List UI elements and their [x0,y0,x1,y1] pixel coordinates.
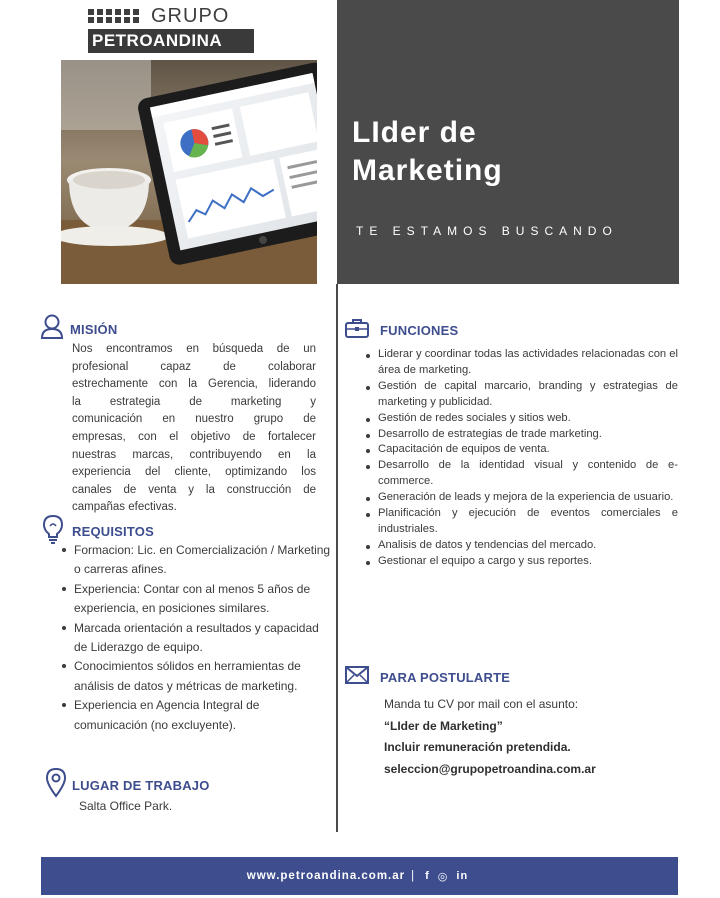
postular-text [384,694,596,780]
list-item: Marcada orientación a resultados y capacidad de Liderazgo de equipo. [58,619,334,658]
person-icon [40,314,64,345]
list-item: Capacitación de equipos de venta. [362,442,678,458]
postular-email[interactable]: seleccion@grupopetroandina.com.ar [384,761,596,776]
list-item: Gestión de capital marcario, branding y estrategias de marketing y publicidad. [362,379,678,411]
company-logo [88,6,254,53]
funciones-heading: FUNCIONES [380,323,459,338]
postular-heading: PARA POSTULARTE [380,670,511,685]
job-title-line2: Marketing [352,154,503,187]
briefcase-icon [345,318,369,343]
logo-line1: GRUPO [151,5,230,27]
list-item: Gestionar el equipo a cargo y sus reportes. [362,554,678,570]
mision-line: nuestras marcas, contribuyendo en la [72,448,316,461]
mision-line: estrechamente con la Gerencia, liderando [72,378,316,391]
logo-grid-icon [88,9,139,23]
website-link[interactable]: www.petroandina.com.ar [246,870,406,882]
list-item: Experiencia en Agencia Integral de comunicación (no excluyente). [58,696,334,735]
list-item: Experiencia: Contar con al menos 5 años de experiencia, en posiciones similares. [58,580,334,619]
mision-heading: MISIÓN [70,322,118,337]
list-item: Desarrollo de estrategias de trade marketing. [362,427,678,443]
list-item: Formacion: Lic. en Comercialización / Marketing o carreras afines. [58,541,334,580]
linkedin-icon[interactable]: in [456,870,469,882]
mision-line: Nos encontramos en búsqueda de un [72,343,316,355]
list-item: Analisis de datos y tendencias del mercado. [362,538,678,554]
mision-line: empresas, con el objetivo de fortalecer [72,430,316,443]
mision-line: campañas efectivas. [72,501,177,514]
list-item: Gestión de redes sociales y sitios web. [362,411,678,427]
list-item: Planificación y ejecución de eventos comerciales e industriales. [362,506,678,538]
postular-line1: Manda tu CV por mail con el asunto: [384,697,579,711]
facebook-icon[interactable]: f [425,870,430,882]
mision-line: canales de venta y la construcción de [72,483,316,496]
funciones-header [345,318,458,343]
instagram-icon[interactable]: ◎ [437,870,449,883]
list-item: Desarrollo de la identidad visual y contenido de e-commerce. [362,458,678,490]
tablet-analytics-photo [61,60,317,284]
location-pin-icon [46,768,66,803]
envelope-icon [345,666,369,689]
list-item: Generación de leads y mejora de la experiencia de usuario. [362,490,678,506]
postular-header [345,666,510,689]
list-item: Conocimientos sólidos en herramientas de análisis de datos y métricas de marketing. [58,657,334,696]
requisitos-list [58,541,334,735]
postular-subject: “LIder de Marketing” [384,718,503,733]
hero-subtitle: TE ESTAMOS BUSCANDO [356,224,618,238]
mision-text [72,341,316,517]
requisitos-heading: REQUISITOS [72,524,154,539]
job-title-line1: LIder de [352,116,477,149]
footer-bar [41,857,678,895]
logo-line2: PETROANDINA [88,29,254,53]
funciones-list [362,347,678,570]
mision-line: la estrategia de marketing y [72,395,316,408]
job-title [352,114,503,190]
footer-separator: | [411,870,416,882]
hero-panel [337,0,679,284]
mision-line: profesional capaz de colaborar [72,360,316,373]
mision-line: comunicación en nuestro grupo de [72,413,316,426]
postular-salary-note: Incluir remuneración pretendida. [384,740,571,754]
column-divider [336,284,338,832]
list-item: Liderar y coordinar todas las actividades relacionadas con el área de marketing. [362,347,678,379]
mision-line: experiencia del cliente, optimizando los [72,466,316,479]
lugar-heading: LUGAR DE TRABAJO [72,778,210,793]
lugar-value: Salta Office Park. [79,799,173,813]
